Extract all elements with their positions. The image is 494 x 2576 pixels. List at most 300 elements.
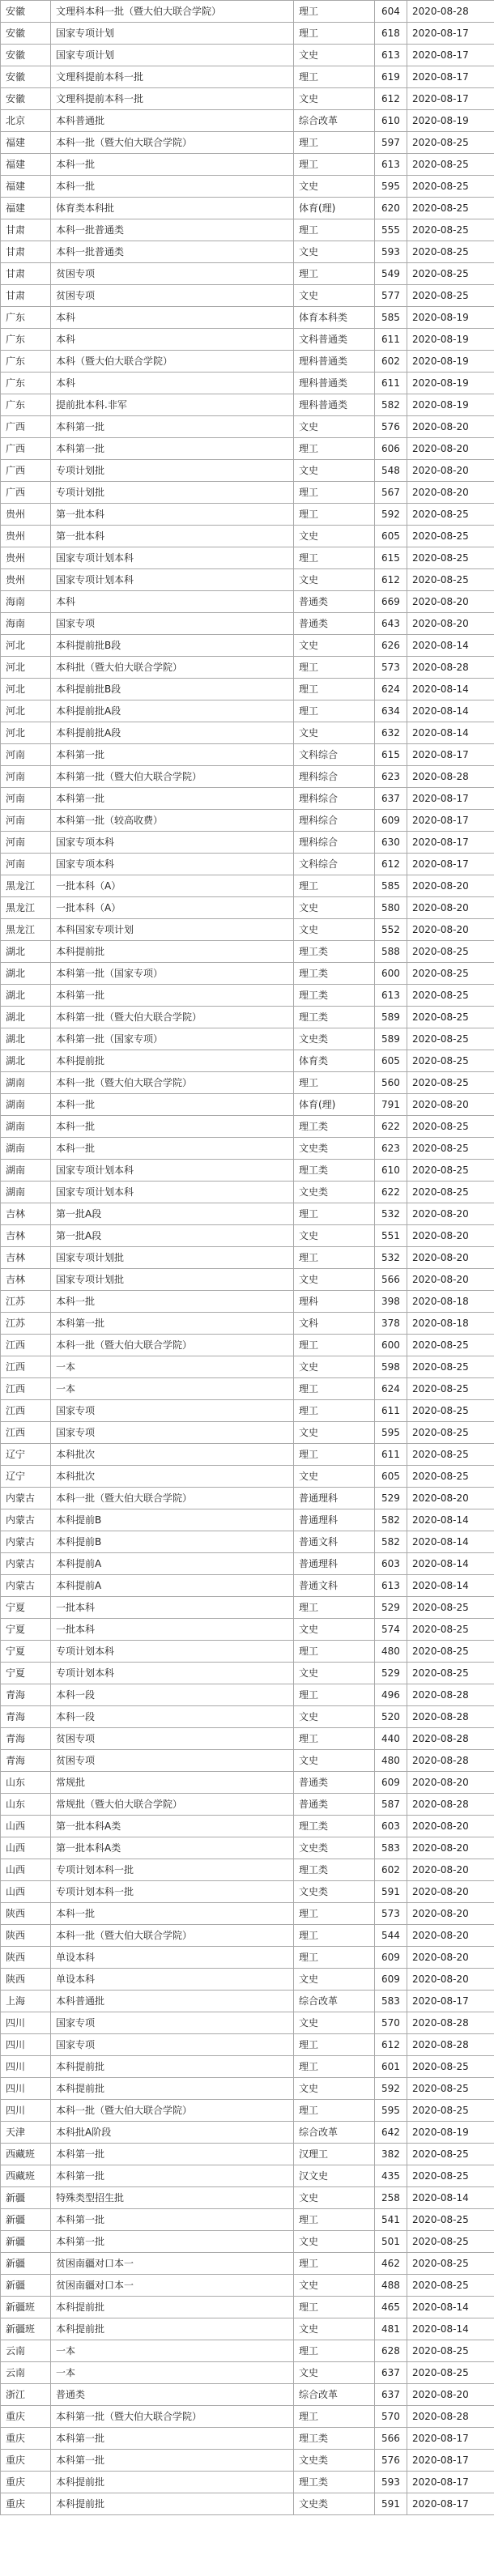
batch-cell: 本科一批（暨大伯大联合学院） bbox=[51, 1488, 294, 1509]
province-cell: 云南 bbox=[1, 2340, 51, 2362]
table-row bbox=[1, 504, 494, 526]
category-cell: 综合改革 bbox=[294, 2122, 375, 2144]
category-cell: 文史类 bbox=[294, 1182, 375, 1203]
table-row bbox=[1, 2362, 494, 2384]
category-cell: 文史 bbox=[294, 285, 375, 307]
date-cell: 2020-08-25 bbox=[407, 1182, 494, 1203]
score-cell: 603 bbox=[375, 1553, 407, 1575]
batch-cell: 国家专项计划本科 bbox=[51, 1160, 294, 1182]
table-row bbox=[1, 635, 494, 657]
batch-cell: 单设本科 bbox=[51, 1969, 294, 1991]
score-cell: 610 bbox=[375, 110, 407, 132]
category-cell: 理工 bbox=[294, 547, 375, 569]
category-cell: 理科普通类 bbox=[294, 394, 375, 416]
date-cell: 2020-08-25 bbox=[407, 1619, 494, 1641]
category-cell: 普通理科 bbox=[294, 1509, 375, 1531]
date-cell: 2020-08-25 bbox=[407, 285, 494, 307]
date-cell: 2020-08-20 bbox=[407, 1816, 494, 1837]
batch-cell: 国家专项本科 bbox=[51, 854, 294, 875]
category-cell: 理工 bbox=[294, 657, 375, 679]
category-cell: 理工 bbox=[294, 438, 375, 460]
score-cell: 643 bbox=[375, 613, 407, 635]
batch-cell: 专项计划本科一批 bbox=[51, 1859, 294, 1881]
table-row bbox=[1, 1663, 494, 1684]
score-cell: 612 bbox=[375, 569, 407, 591]
table-row bbox=[1, 897, 494, 919]
table-row bbox=[1, 2253, 494, 2275]
category-cell: 体育(理) bbox=[294, 198, 375, 219]
score-cell: 501 bbox=[375, 2231, 407, 2253]
score-cell: 595 bbox=[375, 176, 407, 198]
category-cell: 文史 bbox=[294, 722, 375, 744]
date-cell: 2020-08-17 bbox=[407, 854, 494, 875]
batch-cell: 本科提前批 bbox=[51, 2297, 294, 2318]
score-cell: 480 bbox=[375, 1641, 407, 1663]
score-cell: 529 bbox=[375, 1488, 407, 1509]
category-cell: 文史 bbox=[294, 2012, 375, 2034]
score-cell: 587 bbox=[375, 1794, 407, 1816]
category-cell: 体育(理) bbox=[294, 1094, 375, 1116]
score-cell: 603 bbox=[375, 1816, 407, 1837]
score-cell: 615 bbox=[375, 744, 407, 766]
date-cell: 2020-08-17 bbox=[407, 832, 494, 854]
category-cell: 普通类 bbox=[294, 1794, 375, 1816]
batch-cell: 专项计划批 bbox=[51, 482, 294, 504]
score-cell: 592 bbox=[375, 504, 407, 526]
table-row bbox=[1, 1422, 494, 1444]
date-cell: 2020-08-14 bbox=[407, 1531, 494, 1553]
category-cell: 汉理工 bbox=[294, 2144, 375, 2165]
province-cell: 吉林 bbox=[1, 1225, 51, 1247]
category-cell: 理工 bbox=[294, 679, 375, 700]
table-row bbox=[1, 875, 494, 897]
province-cell: 江西 bbox=[1, 1378, 51, 1400]
province-cell: 新疆 bbox=[1, 2253, 51, 2275]
table-row bbox=[1, 45, 494, 66]
batch-cell: 本科第一批（较高收费） bbox=[51, 810, 294, 832]
table-row bbox=[1, 394, 494, 416]
date-cell: 2020-08-25 bbox=[407, 569, 494, 591]
date-cell: 2020-08-25 bbox=[407, 1335, 494, 1356]
score-cell: 582 bbox=[375, 1509, 407, 1531]
date-cell: 2020-08-25 bbox=[407, 1378, 494, 1400]
date-cell: 2020-08-17 bbox=[407, 788, 494, 810]
score-cell: 605 bbox=[375, 1466, 407, 1488]
date-cell: 2020-08-20 bbox=[407, 919, 494, 941]
table-row bbox=[1, 1400, 494, 1422]
province-cell: 云南 bbox=[1, 2362, 51, 2384]
table-row bbox=[1, 744, 494, 766]
table-row bbox=[1, 2450, 494, 2472]
table-row bbox=[1, 1094, 494, 1116]
date-cell: 2020-08-25 bbox=[407, 176, 494, 198]
province-cell: 广东 bbox=[1, 394, 51, 416]
category-cell: 理工类 bbox=[294, 2428, 375, 2450]
date-cell: 2020-08-20 bbox=[407, 1947, 494, 1969]
category-cell: 普通文科 bbox=[294, 1575, 375, 1597]
score-cell: 637 bbox=[375, 2384, 407, 2406]
table-row bbox=[1, 2078, 494, 2100]
date-cell: 2020-08-19 bbox=[407, 394, 494, 416]
batch-cell: 国家专项 bbox=[51, 1422, 294, 1444]
date-cell: 2020-08-25 bbox=[407, 1663, 494, 1684]
batch-cell: 常规批 bbox=[51, 1772, 294, 1794]
batch-cell: 一本 bbox=[51, 1378, 294, 1400]
table-row bbox=[1, 198, 494, 219]
date-cell: 2020-08-20 bbox=[407, 1969, 494, 1991]
date-cell: 2020-08-20 bbox=[407, 2384, 494, 2406]
date-cell: 2020-08-28 bbox=[407, 2406, 494, 2428]
province-cell: 重庆 bbox=[1, 2406, 51, 2428]
province-cell: 四川 bbox=[1, 2012, 51, 2034]
batch-cell: 本科一批（暨大伯大联合学院） bbox=[51, 1925, 294, 1947]
batch-cell: 本科提前A bbox=[51, 1553, 294, 1575]
table-row bbox=[1, 591, 494, 613]
province-cell: 广东 bbox=[1, 373, 51, 394]
date-cell: 2020-08-25 bbox=[407, 2362, 494, 2384]
score-cell: 609 bbox=[375, 1947, 407, 1969]
table-row bbox=[1, 329, 494, 351]
date-cell: 2020-08-28 bbox=[407, 2012, 494, 2034]
batch-cell: 本科提前批 bbox=[51, 1050, 294, 1072]
date-cell: 2020-08-25 bbox=[407, 2275, 494, 2297]
table-row bbox=[1, 1028, 494, 1050]
date-cell: 2020-08-17 bbox=[407, 66, 494, 88]
batch-cell: 本科一批（暨大伯大联合学院） bbox=[51, 1072, 294, 1094]
table-row bbox=[1, 110, 494, 132]
batch-cell: 本科第一批 bbox=[51, 416, 294, 438]
batch-cell: 本科第一批 bbox=[51, 438, 294, 460]
date-cell: 2020-08-14 bbox=[407, 1553, 494, 1575]
score-cell: 570 bbox=[375, 2406, 407, 2428]
batch-cell: 本科提前批 bbox=[51, 2078, 294, 2100]
table-row bbox=[1, 1837, 494, 1859]
province-cell: 新疆 bbox=[1, 2275, 51, 2297]
batch-cell: 一批本科（A） bbox=[51, 897, 294, 919]
table-row bbox=[1, 1378, 494, 1400]
date-cell: 2020-08-20 bbox=[407, 438, 494, 460]
province-cell: 广东 bbox=[1, 307, 51, 329]
table-row bbox=[1, 810, 494, 832]
date-cell: 2020-08-17 bbox=[407, 2428, 494, 2450]
batch-cell: 本科提前A bbox=[51, 1575, 294, 1597]
province-cell: 河南 bbox=[1, 854, 51, 875]
province-cell: 广东 bbox=[1, 351, 51, 373]
category-cell: 理工类 bbox=[294, 2472, 375, 2493]
batch-cell: 贫困南疆对口本一 bbox=[51, 2275, 294, 2297]
province-cell: 贵州 bbox=[1, 504, 51, 526]
category-cell: 文史 bbox=[294, 2362, 375, 2384]
date-cell: 2020-08-25 bbox=[407, 198, 494, 219]
batch-cell: 本科第一批（暨大伯大联合学院） bbox=[51, 766, 294, 788]
province-cell: 福建 bbox=[1, 154, 51, 176]
batch-cell: 贫困专项 bbox=[51, 263, 294, 285]
province-cell: 江西 bbox=[1, 1400, 51, 1422]
date-cell: 2020-08-25 bbox=[407, 2056, 494, 2078]
batch-cell: 本科第一批 bbox=[51, 985, 294, 1007]
date-cell: 2020-08-20 bbox=[407, 1269, 494, 1291]
table-row bbox=[1, 547, 494, 569]
batch-cell: 专项计划本科 bbox=[51, 1663, 294, 1684]
score-cell: 583 bbox=[375, 1837, 407, 1859]
batch-cell: 本科提前批 bbox=[51, 2493, 294, 2515]
category-cell: 理工 bbox=[294, 504, 375, 526]
date-cell: 2020-08-25 bbox=[407, 1138, 494, 1160]
province-cell: 重庆 bbox=[1, 2472, 51, 2493]
batch-cell: 国家专项计划批 bbox=[51, 1247, 294, 1269]
province-cell: 河北 bbox=[1, 635, 51, 657]
table-row bbox=[1, 1116, 494, 1138]
province-cell: 甘肃 bbox=[1, 285, 51, 307]
score-cell: 585 bbox=[375, 875, 407, 897]
score-cell: 622 bbox=[375, 1116, 407, 1138]
table-row bbox=[1, 2056, 494, 2078]
table-row bbox=[1, 679, 494, 700]
category-cell: 理工 bbox=[294, 263, 375, 285]
date-cell: 2020-08-25 bbox=[407, 263, 494, 285]
date-cell: 2020-08-20 bbox=[407, 460, 494, 482]
category-cell: 文史 bbox=[294, 88, 375, 110]
table-row bbox=[1, 1684, 494, 1706]
province-cell: 广西 bbox=[1, 460, 51, 482]
batch-cell: 一批本科 bbox=[51, 1619, 294, 1641]
category-cell: 文史 bbox=[294, 1619, 375, 1641]
province-cell: 江苏 bbox=[1, 1291, 51, 1313]
category-cell: 综合改革 bbox=[294, 2384, 375, 2406]
score-cell: 480 bbox=[375, 1750, 407, 1772]
category-cell: 理科 bbox=[294, 1291, 375, 1313]
category-cell: 理工 bbox=[294, 1247, 375, 1269]
date-cell: 2020-08-25 bbox=[407, 547, 494, 569]
table-row bbox=[1, 219, 494, 241]
score-cell: 573 bbox=[375, 657, 407, 679]
date-cell: 2020-08-20 bbox=[407, 482, 494, 504]
table-row bbox=[1, 569, 494, 591]
province-cell: 甘肃 bbox=[1, 263, 51, 285]
category-cell: 理科综合 bbox=[294, 766, 375, 788]
score-cell: 623 bbox=[375, 1138, 407, 1160]
table-row bbox=[1, 722, 494, 744]
score-cell: 611 bbox=[375, 1444, 407, 1466]
score-cell: 601 bbox=[375, 2056, 407, 2078]
province-cell: 吉林 bbox=[1, 1203, 51, 1225]
score-cell: 585 bbox=[375, 307, 407, 329]
province-cell: 湖北 bbox=[1, 941, 51, 963]
table-row bbox=[1, 241, 494, 263]
category-cell: 普通类 bbox=[294, 591, 375, 613]
province-cell: 辽宁 bbox=[1, 1444, 51, 1466]
batch-cell: 本科（暨大伯大联合学院） bbox=[51, 351, 294, 373]
date-cell: 2020-08-20 bbox=[407, 1203, 494, 1225]
table-row bbox=[1, 1225, 494, 1247]
score-cell: 620 bbox=[375, 198, 407, 219]
date-cell: 2020-08-17 bbox=[407, 23, 494, 45]
table-row bbox=[1, 1160, 494, 1182]
score-cell: 567 bbox=[375, 482, 407, 504]
province-cell: 湖北 bbox=[1, 985, 51, 1007]
category-cell: 理工 bbox=[294, 1684, 375, 1706]
category-cell: 文史类 bbox=[294, 2450, 375, 2472]
date-cell: 2020-08-28 bbox=[407, 766, 494, 788]
table-row bbox=[1, 1859, 494, 1881]
table-row bbox=[1, 2144, 494, 2165]
batch-cell: 本科第一批 bbox=[51, 2144, 294, 2165]
table-row bbox=[1, 263, 494, 285]
score-cell: 611 bbox=[375, 373, 407, 394]
province-cell: 西藏班 bbox=[1, 2165, 51, 2187]
batch-cell: 本科第一批 bbox=[51, 2231, 294, 2253]
score-cell: 592 bbox=[375, 2078, 407, 2100]
score-cell: 574 bbox=[375, 1619, 407, 1641]
date-cell: 2020-08-25 bbox=[407, 2231, 494, 2253]
category-cell: 理工 bbox=[294, 2297, 375, 2318]
province-cell: 福建 bbox=[1, 198, 51, 219]
table-row bbox=[1, 766, 494, 788]
date-cell: 2020-08-25 bbox=[407, 1466, 494, 1488]
batch-cell: 一批本科 bbox=[51, 1597, 294, 1619]
category-cell: 理工 bbox=[294, 1947, 375, 1969]
batch-cell: 文理科本科一批（暨大伯大联合学院） bbox=[51, 1, 294, 23]
date-cell: 2020-08-25 bbox=[407, 1597, 494, 1619]
score-cell: 605 bbox=[375, 526, 407, 547]
table-row bbox=[1, 438, 494, 460]
table-row bbox=[1, 2275, 494, 2297]
province-cell: 四川 bbox=[1, 2034, 51, 2056]
batch-cell: 贫困专项 bbox=[51, 1728, 294, 1750]
score-cell: 597 bbox=[375, 132, 407, 154]
category-cell: 理科普通类 bbox=[294, 373, 375, 394]
date-cell: 2020-08-18 bbox=[407, 1313, 494, 1335]
category-cell: 文史 bbox=[294, 241, 375, 263]
province-cell: 山西 bbox=[1, 1837, 51, 1859]
province-cell: 天津 bbox=[1, 2122, 51, 2144]
score-cell: 552 bbox=[375, 919, 407, 941]
date-cell: 2020-08-25 bbox=[407, 985, 494, 1007]
batch-cell: 本科第一批 bbox=[51, 744, 294, 766]
table-row bbox=[1, 941, 494, 963]
table-row bbox=[1, 2231, 494, 2253]
table-row bbox=[1, 285, 494, 307]
table-row bbox=[1, 1466, 494, 1488]
score-cell: 624 bbox=[375, 1378, 407, 1400]
batch-cell: 体育类本科批 bbox=[51, 198, 294, 219]
score-cell: 588 bbox=[375, 941, 407, 963]
table-row bbox=[1, 132, 494, 154]
table-row bbox=[1, 1335, 494, 1356]
province-cell: 陕西 bbox=[1, 1947, 51, 1969]
category-cell: 理工类 bbox=[294, 1859, 375, 1881]
province-cell: 河北 bbox=[1, 722, 51, 744]
category-cell: 文史 bbox=[294, 416, 375, 438]
batch-cell: 专项计划本科 bbox=[51, 1641, 294, 1663]
province-cell: 重庆 bbox=[1, 2450, 51, 2472]
date-cell: 2020-08-17 bbox=[407, 810, 494, 832]
province-cell: 湖南 bbox=[1, 1138, 51, 1160]
date-cell: 2020-08-20 bbox=[407, 1903, 494, 1925]
province-cell: 新疆 bbox=[1, 2231, 51, 2253]
batch-cell: 国家专项计划 bbox=[51, 45, 294, 66]
batch-cell: 本科一批 bbox=[51, 1291, 294, 1313]
batch-cell: 本科国家专项计划 bbox=[51, 919, 294, 941]
score-cell: 619 bbox=[375, 66, 407, 88]
score-cell: 623 bbox=[375, 766, 407, 788]
category-cell: 理工 bbox=[294, 875, 375, 897]
batch-cell: 本科一批 bbox=[51, 1138, 294, 1160]
batch-cell: 本科一批普通类 bbox=[51, 241, 294, 263]
province-cell: 河北 bbox=[1, 657, 51, 679]
score-cell: 580 bbox=[375, 897, 407, 919]
score-cell: 609 bbox=[375, 1772, 407, 1794]
province-cell: 山东 bbox=[1, 1794, 51, 1816]
category-cell: 文史 bbox=[294, 460, 375, 482]
category-cell: 理工 bbox=[294, 2340, 375, 2362]
table-row bbox=[1, 1728, 494, 1750]
date-cell: 2020-08-28 bbox=[407, 1794, 494, 1816]
category-cell: 文科综合 bbox=[294, 854, 375, 875]
batch-cell: 本科第一批（国家专项） bbox=[51, 963, 294, 985]
batch-cell: 本科一段 bbox=[51, 1706, 294, 1728]
table-row bbox=[1, 1356, 494, 1378]
table-row bbox=[1, 1050, 494, 1072]
batch-cell: 本科一段 bbox=[51, 1684, 294, 1706]
score-cell: 613 bbox=[375, 985, 407, 1007]
date-cell: 2020-08-20 bbox=[407, 1247, 494, 1269]
province-cell: 陕西 bbox=[1, 1925, 51, 1947]
category-cell: 理工类 bbox=[294, 1816, 375, 1837]
batch-cell: 国家专项计划本科 bbox=[51, 547, 294, 569]
category-cell: 文科 bbox=[294, 1313, 375, 1335]
date-cell: 2020-08-14 bbox=[407, 679, 494, 700]
score-cell: 634 bbox=[375, 700, 407, 722]
table-row bbox=[1, 1794, 494, 1816]
date-cell: 2020-08-25 bbox=[407, 1116, 494, 1138]
table-row bbox=[1, 307, 494, 329]
table-row bbox=[1, 1925, 494, 1947]
date-cell: 2020-08-17 bbox=[407, 2493, 494, 2515]
batch-cell: 国家专项 bbox=[51, 2012, 294, 2034]
date-cell: 2020-08-25 bbox=[407, 963, 494, 985]
category-cell: 普通类 bbox=[294, 613, 375, 635]
province-cell: 河南 bbox=[1, 766, 51, 788]
batch-cell: 贫困专项 bbox=[51, 285, 294, 307]
date-cell: 2020-08-25 bbox=[407, 1641, 494, 1663]
batch-cell: 本科提前批B段 bbox=[51, 635, 294, 657]
province-cell: 新疆班 bbox=[1, 2297, 51, 2318]
table-row bbox=[1, 1575, 494, 1597]
date-cell: 2020-08-25 bbox=[407, 1028, 494, 1050]
score-cell: 632 bbox=[375, 722, 407, 744]
category-cell: 文史 bbox=[294, 2231, 375, 2253]
province-cell: 宁夏 bbox=[1, 1597, 51, 1619]
batch-cell: 本科第一批 bbox=[51, 2209, 294, 2231]
score-cell: 258 bbox=[375, 2187, 407, 2209]
category-cell: 文史 bbox=[294, 919, 375, 941]
date-cell: 2020-08-19 bbox=[407, 2122, 494, 2144]
batch-cell: 本科提前批B段 bbox=[51, 679, 294, 700]
score-cell: 589 bbox=[375, 1007, 407, 1028]
table-row bbox=[1, 1947, 494, 1969]
date-cell: 2020-08-25 bbox=[407, 1444, 494, 1466]
table-row bbox=[1, 2209, 494, 2231]
province-cell: 四川 bbox=[1, 2078, 51, 2100]
category-cell: 文科综合 bbox=[294, 744, 375, 766]
province-cell: 湖北 bbox=[1, 1050, 51, 1072]
score-cell: 577 bbox=[375, 285, 407, 307]
table-row bbox=[1, 1203, 494, 1225]
category-cell: 文史类 bbox=[294, 1028, 375, 1050]
score-cell: 435 bbox=[375, 2165, 407, 2187]
province-cell: 黑龙江 bbox=[1, 897, 51, 919]
